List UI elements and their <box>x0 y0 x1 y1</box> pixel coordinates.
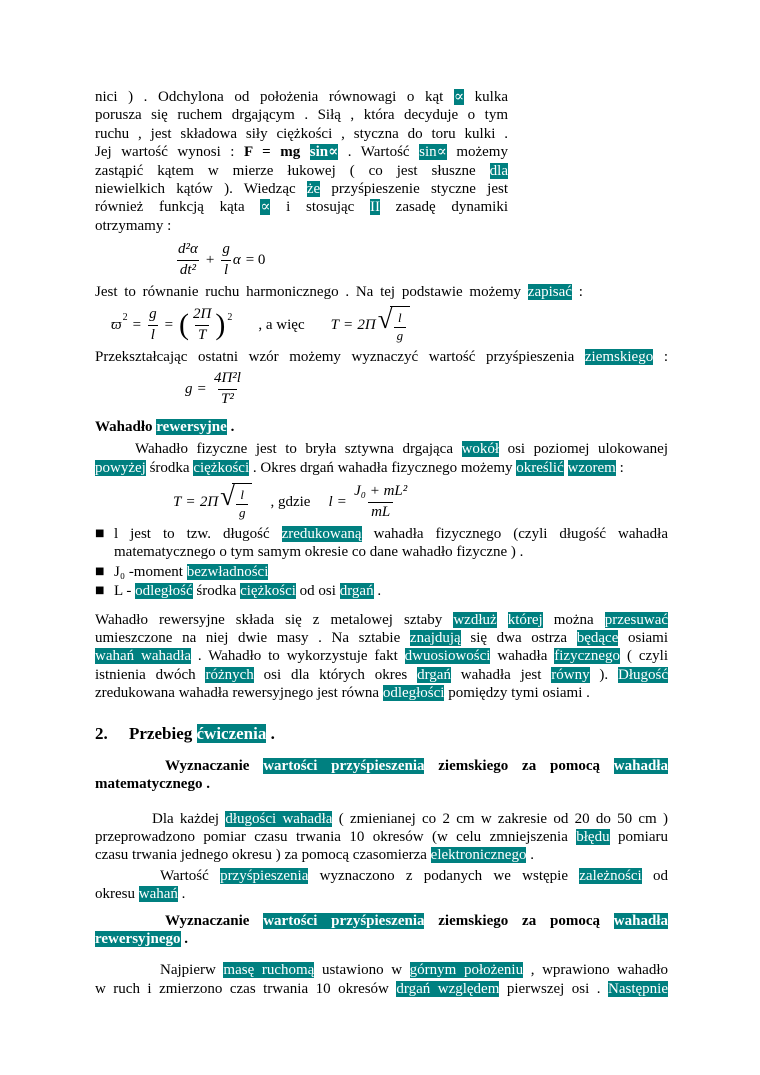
bullet-list <box>95 525 668 601</box>
text-a-wiec: , a więc <box>258 316 305 333</box>
text-line: Wartość przyśpieszenia wyznaczono z podanych we wstępie zależności od <box>160 867 669 884</box>
page-content <box>95 88 668 998</box>
equals-operator: = <box>337 493 347 510</box>
formula-motion-equation <box>175 241 668 279</box>
l-symbol: l <box>328 493 333 510</box>
fraction <box>146 306 160 344</box>
text-line: Jej wartość wynosi : F = mg sin∝ . Wartość sin∝ możemy <box>95 144 508 161</box>
text-line: czasu trwania jednego okresu ) za pomocą czasomierza elektronicznego . <box>95 847 534 864</box>
two-pi: 2Π <box>357 316 376 333</box>
text-line: Dla każdej długości wahadła ( zmienianej co 2 cm w zakresie od 20 do 50 cm ) <box>152 810 668 827</box>
text-line: J₀ -moment bezwładności <box>114 563 269 580</box>
fraction-numerator: d²α <box>178 241 198 258</box>
text-line: Wyznaczanie wartości przyśpieszenia ziemskiego za pomocą wahadła <box>165 757 668 774</box>
text-line: okresu wahań . <box>95 886 186 903</box>
text-line-przeksztalcajac: Przekształcając ostatni wzór możemy wyznaczyć wartość przyśpieszenia ziemskiego : <box>95 349 668 366</box>
fraction <box>175 241 201 279</box>
text-line: matematycznego o tym samym okresie co dane wahadło fizyczne ) . <box>114 544 524 561</box>
paragraph-wahadlo-rewersyjne <box>95 611 668 703</box>
fraction <box>351 483 410 521</box>
text-line: L - odległość środka ciężkości od osi drgań . <box>114 583 382 600</box>
g-symbol: g <box>185 380 193 397</box>
text-gdzie: , gdzie <box>270 493 311 510</box>
equals-zero: = 0 <box>245 251 266 268</box>
text-line: niewielkich kątów ). Wiedząc że przyśpieszenie styczne jest <box>95 181 508 198</box>
fraction-numerator: 4Π²l <box>213 370 241 387</box>
text-line: umieszczone na niej dwie masy . Na sztabie znajdują się dwa ostrza będące osiami <box>95 630 669 647</box>
list-item <box>95 525 668 562</box>
text-line: wahań wahadła . Wahadło to wykorzystuje fakt dwuosiowości wahadła fizycznego ( czyli <box>95 648 669 665</box>
fraction-denominator: g <box>394 327 407 344</box>
equals-operator: = <box>197 380 206 397</box>
list-item-text <box>114 525 668 562</box>
alpha-symbol: α <box>232 251 241 268</box>
bullet-square-icon: ■ <box>95 565 105 577</box>
sqrt-radical <box>220 483 252 521</box>
paragraph-wahadlo-fizyczne <box>95 440 668 477</box>
equals-operator: = <box>186 493 195 510</box>
heading-wahadlo-rewersyjne: Wahadło rewersyjne . <box>95 418 235 435</box>
text-line: ruchu , jest składowa siły ciężkości , styczna do toru kulki . <box>95 125 508 142</box>
text-line: rewersyjnego . <box>95 930 189 947</box>
sqrt-radical <box>378 306 410 344</box>
text-line: również funkcją kąta ∝ i stosując II zasadę dynamiki <box>95 199 508 216</box>
omega-symbol: ϖ <box>111 316 122 333</box>
period-symbol: T <box>173 493 182 510</box>
two-pi: 2Π <box>199 493 219 510</box>
text-line: powyżej środka ciężkości . Okres drgań wahadła fizycznego możemy określić wzorem : <box>95 459 624 476</box>
section-heading-przebieg: 2. Przebieg ćwiczenia . <box>95 723 275 743</box>
list-item <box>95 563 668 581</box>
text-line: nici ) . Odchylona od położenia równowagi o kąt ∝ kulka <box>95 89 509 105</box>
text-line: matematycznego . <box>95 776 210 793</box>
radical-icon: √ <box>220 481 235 512</box>
formula-period-physical <box>173 483 668 521</box>
paragraph-intro <box>95 88 508 235</box>
right-paren: ) <box>215 308 226 342</box>
radicand <box>390 306 411 344</box>
text-line: otrzymamy : <box>95 217 172 234</box>
text-line-harmonic: Jest to równanie ruchu harmonicznego . Na tej podstawie możemy zapisać : <box>95 283 583 300</box>
list-item <box>95 582 668 600</box>
text-line: zredukowana wahadła rewersyjnego jest równa odległości pomiędzy tymi osiami . <box>95 685 590 702</box>
text-line: w ruch i zmierzono czas trwania 10 okresów drgań względem pierwszej osi . Następnie <box>95 980 668 997</box>
plus-operator: + <box>205 251 215 268</box>
period-symbol: T <box>330 316 339 333</box>
fraction-denominator: l <box>221 260 231 279</box>
fraction-denominator: dt² <box>177 260 199 279</box>
fraction-denominator: g <box>236 504 249 521</box>
text-line: Wyznaczanie wartości przyśpieszenia ziemskiego za pomocą wahadła <box>165 912 668 929</box>
list-item-text <box>114 582 668 600</box>
fraction <box>219 241 233 279</box>
bullet-square-icon: ■ <box>95 585 105 597</box>
fraction <box>211 370 244 408</box>
left-paren: ( <box>179 308 190 342</box>
fraction <box>190 306 214 344</box>
subheading-wyznaczanie-matematyczne <box>95 757 668 794</box>
paragraph-najpierw <box>95 961 668 998</box>
text-line: Wahadło rewersyjne składa się z metalowej sztaby wzdłuż której można przesuwać <box>95 611 669 628</box>
bullet-square-icon: ■ <box>95 528 105 540</box>
list-item-text <box>114 563 668 581</box>
text-line: l jest to tzw. długość zredukowaną wahadła fizycznego (czyli długość wahadła <box>114 526 668 543</box>
radical-icon: √ <box>377 304 393 335</box>
fraction <box>236 488 249 521</box>
fraction-numerator: J₀ + mL² <box>354 483 408 500</box>
fraction-numerator: l <box>240 487 245 503</box>
paragraph-pomiar-dlugosci <box>95 810 668 865</box>
fraction-numerator: g <box>222 241 230 258</box>
subheading-wyznaczanie-rewersyjne <box>95 912 668 949</box>
exponent: 2 <box>227 311 233 323</box>
formula-omega-period <box>111 306 668 344</box>
text-line: Najpierw masę ruchomą ustawiono w górnym położeniu , wprawiono wahadło <box>160 962 668 979</box>
exponent: 2 <box>122 311 128 323</box>
paragraph-wartosc-przyspieszenia <box>95 867 668 904</box>
fraction-numerator: g <box>149 306 157 323</box>
equals-operator: = <box>164 316 174 333</box>
fraction-denominator: mL <box>368 502 393 521</box>
fraction <box>394 311 407 344</box>
text-line: istnienia dwóch różnych osi dla których okres drgań wahadła jest równy ). Długość <box>95 666 668 683</box>
equals-operator: = <box>343 316 353 333</box>
fraction-denominator: T <box>195 325 209 344</box>
fraction-denominator: l <box>148 325 158 344</box>
formula-g <box>185 370 668 408</box>
equals-operator: = <box>132 316 142 333</box>
fraction-numerator: 2Π <box>193 306 212 323</box>
text-line: przeprowadzono pomiar czasu trwania 10 okresów (w celu zmniejszenia błędu pomiaru <box>95 828 668 845</box>
text-line: Wahadło fizyczne jest to bryła sztywna drgająca wokół osi poziomej ulokowanej <box>135 441 668 458</box>
fraction-denominator: T² <box>218 389 237 408</box>
text-line: porusza się ruchem drgającym . Siłą , która decyduje o tym <box>95 107 508 124</box>
text-line: zastąpić kątem w mierze łukowej ( co jest słuszne dla <box>95 162 508 179</box>
radicand <box>232 483 253 521</box>
fraction-numerator: l <box>398 310 402 326</box>
